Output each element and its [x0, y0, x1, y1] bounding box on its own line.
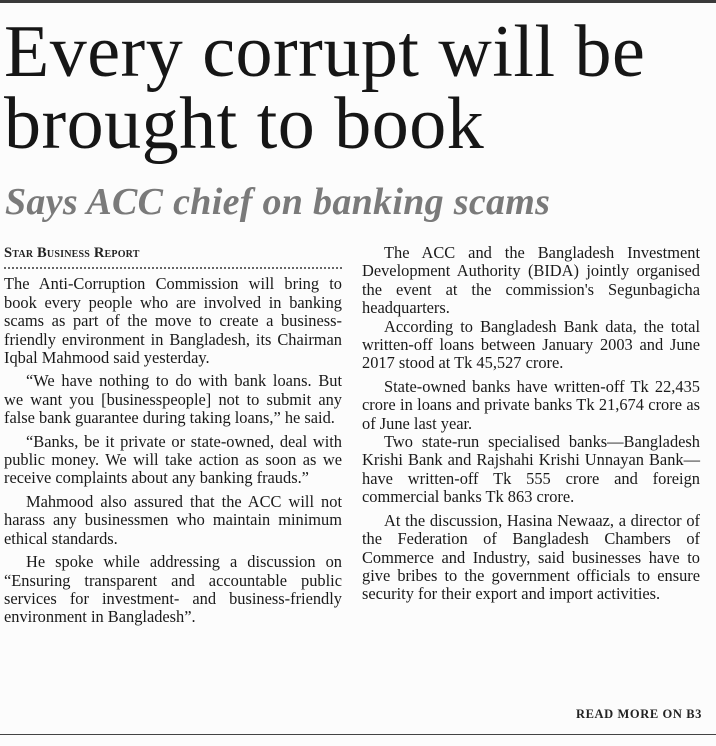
- headline: Every corrupt will be brought to book: [4, 11, 646, 165]
- paragraph: The Anti-Corruption Commission will bring to book every people who are involved in banking scams as part of the move to create a business-friendly environment in Bangladesh, its Chairman Iqbal Mahmood said yesterday.: [4, 274, 342, 368]
- left-column: [4, 244, 342, 627]
- byline: Star Business Report: [4, 245, 140, 261]
- paragraph: Two state-run specialised banks—Bangladesh Krishi Bank and Rajshahi Krishi Unnayan Bank—have written-off Tk 555 crore and foreign commercial banks Tk 863 crore.: [362, 432, 700, 507]
- top-rule: [0, 0, 716, 3]
- paragraph: At the discussion, Hasina Newaaz, a director of the Federation of Bangladesh Chambers of Commerce and Industry, said businesses have to give bribes to the government officials to ensure security for their export and import activities.: [362, 510, 700, 604]
- paragraph: He spoke while addressing a discussion on “Ensuring transparent and accountable public services for investment- and business-friendly environment in Bangladesh”.: [4, 552, 342, 627]
- paragraph: “We have nothing to do with bank loans. But we want you [businesspeople] not to submit any false bank guarantee during taking loans,” he said.: [4, 371, 342, 428]
- right-column: [362, 244, 700, 604]
- bottom-rule: [0, 734, 716, 735]
- byline-divider: [4, 267, 342, 269]
- paragraph: “Banks, be it private or state-owned, deal with public money. We will take action as soon as we receive complaints about any banking frauds.”: [4, 431, 342, 488]
- read-more-link[interactable]: READ MORE ON B3: [575, 707, 702, 721]
- paragraph: According to Bangladesh Bank data, the total written-off loans between January 2003 and June 2017 stood at Tk 45,527 crore.: [362, 316, 700, 373]
- paragraph: Mahmood also assured that the ACC will not harass any businessmen who maintain minimum ethical standards.: [4, 491, 342, 548]
- subheadline: Says ACC chief on banking scams: [5, 181, 551, 223]
- paragraph: The ACC and the Bangladesh Investment Development Authority (BIDA) jointly organised the event at the commission's Segunbagicha headquarters.: [362, 243, 700, 318]
- paragraph: State-owned banks have written-off Tk 22,435 crore in loans and private banks Tk 21,674 crore as of June last year.: [362, 376, 700, 433]
